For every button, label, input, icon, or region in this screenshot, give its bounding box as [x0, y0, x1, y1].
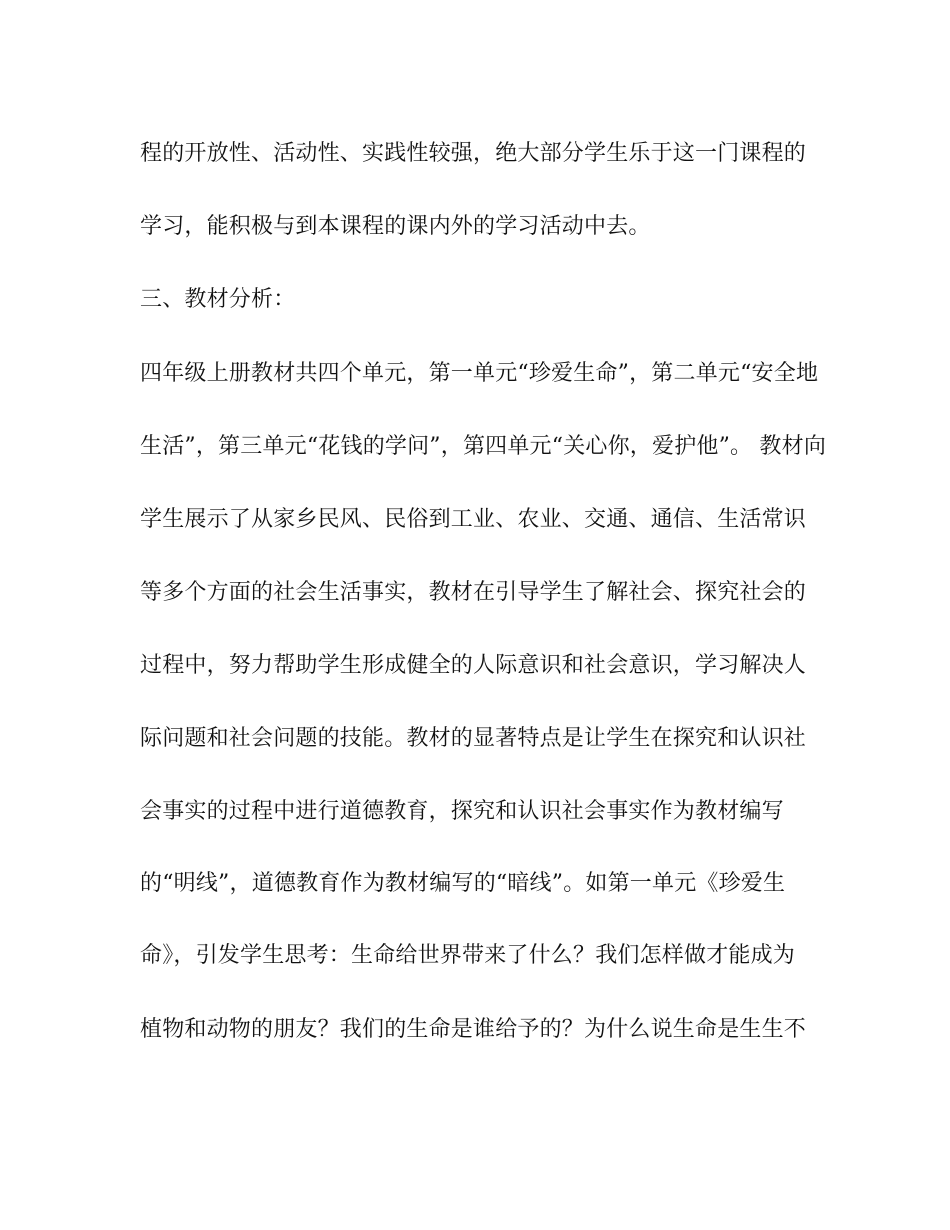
paragraph-line: 学生展示了从家乡民风、民俗到工业、农业、交通、通信、生活常识: [140, 507, 807, 532]
paragraph-line: 四年级上册教材共四个单元，第一单元“珍爱生命”，第二单元“安全地: [140, 361, 819, 386]
paragraph-line: 生活”，第三单元“花钱的学问”，第四单元“关心你，爱护他”。 教材向: [140, 434, 827, 459]
paragraph-line: 等多个方面的社会生活事实，教材在引导学生了解社会、探究社会的: [140, 580, 807, 605]
section-heading: 三、教材分析：: [140, 287, 296, 312]
paragraph-line: 的“明线”，道德教育作为教材编写的“暗线”。如第一单元《珍爱生: [140, 871, 786, 896]
paragraph-line: 际问题和社会问题的技能。教材的显著特点是让学生在探究和认识社: [140, 726, 807, 751]
paragraph-line: 命》，引发学生思考：生命给世界带来了什么？我们怎样做才能成为: [140, 943, 796, 968]
paragraph-line: 会事实的过程中进行道德教育，探究和认识社会事实作为教材编写: [140, 799, 784, 824]
paragraph-line: 过程中，努力帮助学生形成健全的人际意识和社会意识，学习解决人: [140, 653, 807, 678]
paragraph-line: 程的开放性、活动性、实践性较强，绝大部分学生乐于这一门课程的: [140, 141, 807, 166]
paragraph-line: 学习，能积极与到本课程的课内外的学习活动中去。: [140, 214, 651, 239]
paragraph-line: 植物和动物的朋友？我们的生命是谁给予的？为什么说生命是生生不: [140, 1017, 807, 1042]
